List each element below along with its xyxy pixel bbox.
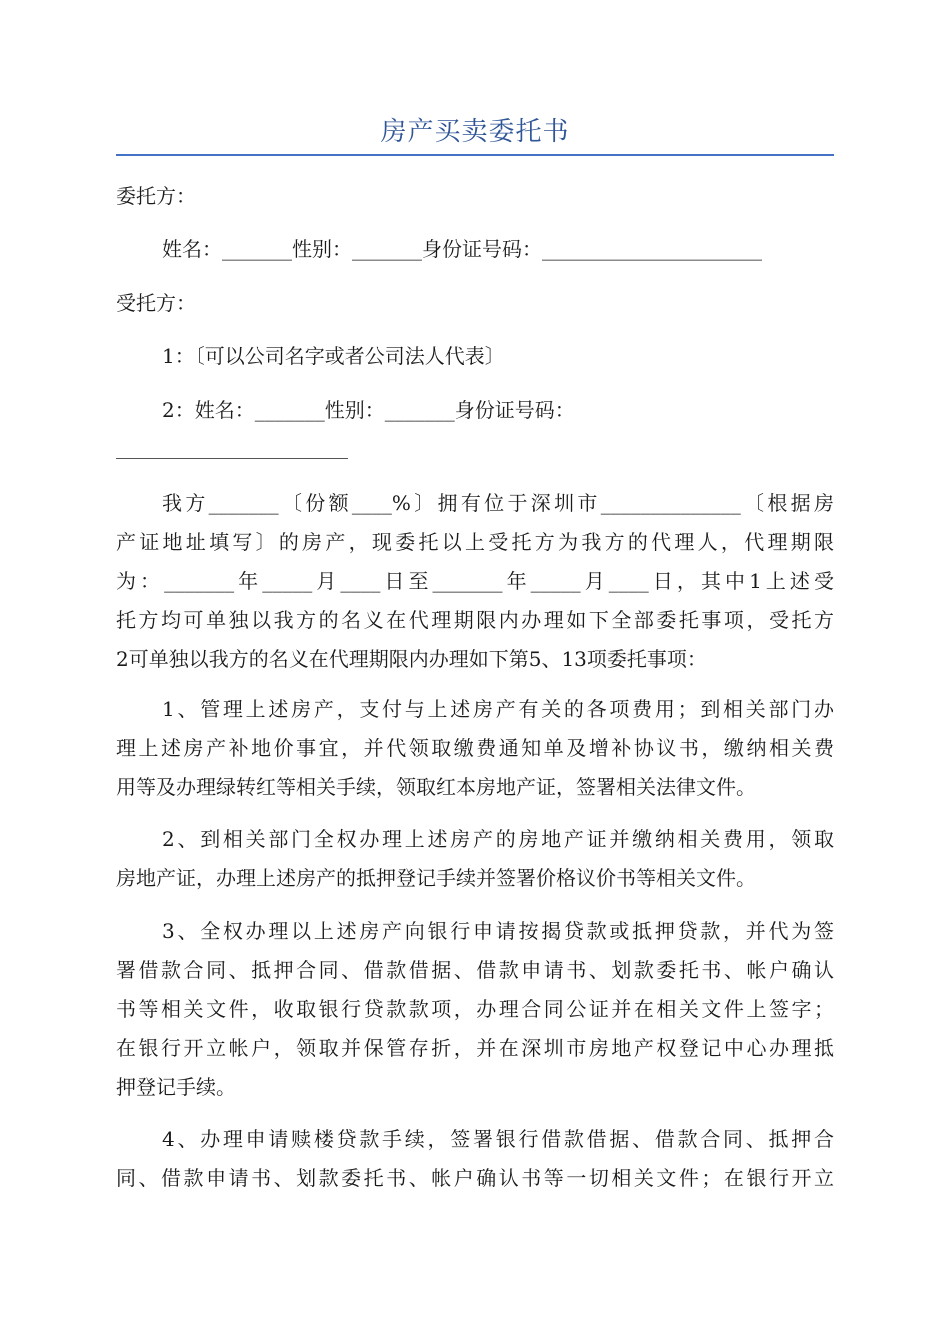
item-4-paragraph xyxy=(116,1120,834,1198)
intro-line: 托方均可单独以我方的名义在代理期限内办理如下全部委托事项，受托方 xyxy=(116,608,834,632)
agent-2: 2：姓名：_______性别：_______身份证号码： xyxy=(162,398,575,422)
item-4-line: 4、办理申请赎楼贷款手续，签署银行借款借据、借款合同、抵押合 xyxy=(162,1127,834,1151)
agent-1: 1：〔可以公司名字或者公司法人代表〕 xyxy=(162,344,505,368)
principal-label: 委托方： xyxy=(116,184,196,208)
intro-line: 2可单独以我方的名义在代理期限内办理如下第5、13项委托事项： xyxy=(116,647,707,671)
item-1-line: 1、管理上述房产，支付与上述房产有关的各项费用；到相关部门办 xyxy=(162,697,834,721)
intro-line: 产证地址填写〕的房产，现委托以上受托方为我方的代理人，代理期限 xyxy=(116,530,834,554)
item-3-line: 书等相关文件，收取银行贷款款项，办理合同公证并在相关文件上签字； xyxy=(116,997,834,1021)
item-3-paragraph xyxy=(116,912,834,1107)
item-1-paragraph xyxy=(116,690,834,807)
item-3-line: 押登记手续。 xyxy=(116,1075,236,1099)
item-3-line: 在银行开立帐户，领取并保管存折，并在深圳市房地产权登记中心办理抵 xyxy=(116,1036,834,1060)
item-2-paragraph xyxy=(116,820,834,898)
item-2-line: 2、到相关部门全权办理上述房产的房地产证并缴纳相关费用，领取 xyxy=(162,827,834,851)
principal-fields: 姓名：_______性别：_______身份证号码：______________________ xyxy=(162,237,762,261)
id-number-blank xyxy=(116,458,348,459)
item-4-line: 同、借款申请书、划款委托书、帐户确认书等一切相关文件；在银行开立 xyxy=(116,1166,834,1190)
title-divider xyxy=(116,154,834,156)
item-1-line: 用等及办理绿转红等相关手续，领取红本房地产证，签署相关法律文件。 xyxy=(116,775,756,799)
document-title: 房产买卖委托书 xyxy=(380,117,570,147)
intro-paragraph xyxy=(116,484,834,679)
intro-line: 我方_______〔份额____%〕拥有位于深圳市______________〔根据房 xyxy=(162,491,834,515)
item-3-line: 3、全权办理以上述房产向银行申请按揭贷款或抵押贷款，并代为签 xyxy=(162,919,834,943)
item-2-line: 房地产证，办理上述房产的抵押登记手续并签署价格议价书等相关文件。 xyxy=(116,866,756,890)
agent-label: 受托方： xyxy=(116,291,196,315)
item-3-line: 署借款合同、抵押合同、借款借据、借款申请书、划款委托书、帐户确认 xyxy=(116,958,834,982)
item-1-line: 理上述房产补地价事宜，并代领取缴费通知单及增补协议书，缴纳相关费 xyxy=(116,736,834,760)
intro-line: 为：_______年_____月____日至_______年_____月____日，其中1上述受 xyxy=(116,569,834,593)
